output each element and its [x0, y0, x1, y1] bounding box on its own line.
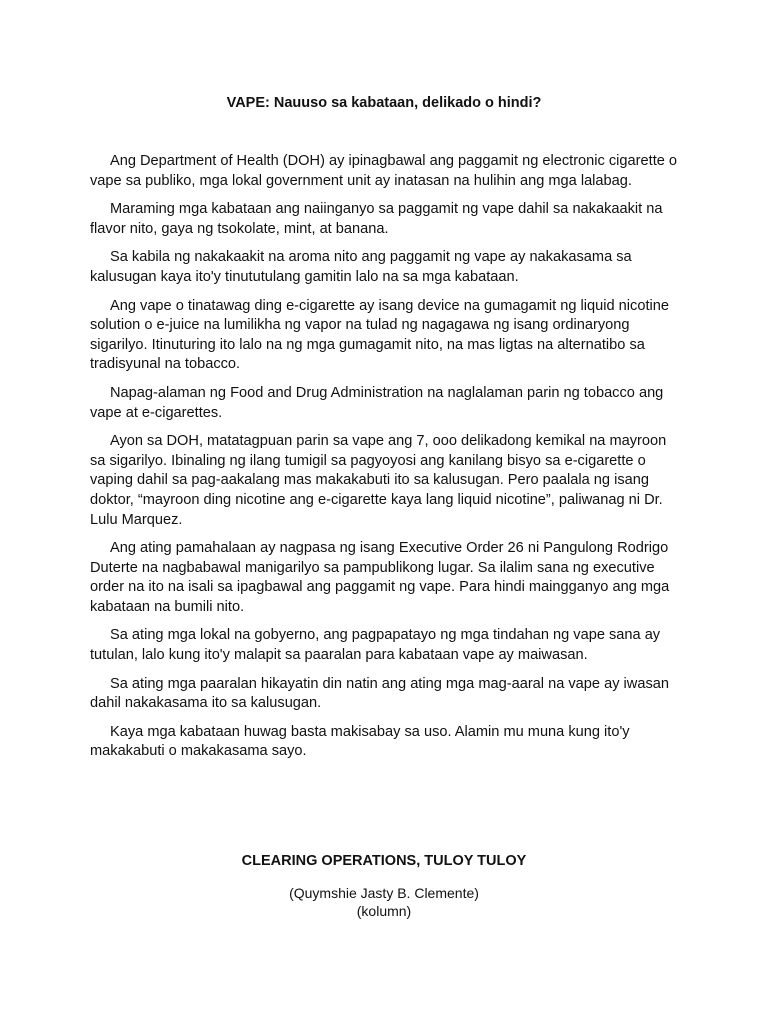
article-body — [90, 152, 682, 771]
article-paragraph-7: Ang ating pamahalaan ay nagpasa ng isang Executive Order 26 ni Pangulong Rodrigo Duterte na nagbabawal manigarilyo sa pampublikong lugar. Sa ilalim sana ng executive order na ito na isali sa ipagbawal ang paggamit ng vape. Para hindi maingganyo ang mga kabataan na bumili nito. — [90, 540, 670, 615]
article-title: VAPE: Nauuso sa kabataan, delikado o hindi? — [226, 95, 542, 111]
section-title: CLEARING OPERATIONS, TULOY TULOY — [241, 853, 527, 869]
article-paragraph-5: Napag-alaman ng Food and Drug Administration na naglalaman parin ng tobacco ang vape at e-cigarettes. — [90, 384, 664, 421]
byline — [0, 884, 768, 920]
article-paragraph-3: Sa kabila ng nakakaakit na aroma nito ang paggamit ng vape ay nakakasama sa kalusugan kaya ito'y tinututulang gamitin lalo na sa mga kabataan. — [90, 249, 632, 285]
article-paragraph-10: Kaya mga kabataan huwag basta makisabay sa uso. Alamin mu muna kung ito'y makakabuti o makakasama sayo. — [90, 723, 630, 760]
article-paragraph-6: Ayon sa DOH, matatagpuan parin sa vape ang 7, ooo delikadong kemikal na mayroon sa sigarilyo. Ibinaling ng ilang tumigil sa pagyoyosi ang kanilang bisyo sa e-cigarette o vaping dahil sa pag-aakalang mas makakabuti ito sa kalusugan. Pero paalala ng isang doktor, “mayroon ding nicotine ang e-cigarette kaya lang liquid nicotine”, paliwanag ni Dr. Lulu Marquez. — [90, 433, 667, 528]
author-name: (Quymshie Jasty B. Clemente) — [289, 885, 479, 901]
article-paragraph-2: Maraming mga kabataan ang naiinganyo sa paggamit ng vape dahil sa nakakaakit na flavor nito, gaya ng tsokolate, mint, at banana. — [90, 201, 663, 237]
article-paragraph-9: Sa ating mga paaralan hikayatin din natin ang ating mga mag-aaral na vape ay iwasan dahil nakakasama ito sa kalusugan. — [90, 675, 669, 712]
article-paragraph-4: Ang vape o tinatawag ding e-cigarette ay isang device na gumagamit ng liquid nicotine solution o e-juice na lumilikha ng vapor na tulad ng nagagawa ng isang ordinaryong sigarilyo. Itinuturing ito lalo na ng mga gumagamit nito, na mas ligtas na alternatibo sa tradisyunal na tobacco. — [90, 297, 669, 373]
article-paragraph-8: Sa ating mga lokal na gobyerno, ang pagpapatayo ng mga tindahan ng vape sana ay tutulan, lalo kung ito'y malapit sa paaralan para kabataan vape ay maiwasan. — [90, 627, 661, 664]
article-paragraph-1: Ang Department of Health (DOH) ay ipinagbawal ang paggamit ng electronic cigarette o vape sa publiko, mga lokal government unit ay inatasan na hulihin ang mga lalabag. — [90, 153, 678, 189]
column-category: (kolumn) — [356, 903, 412, 919]
